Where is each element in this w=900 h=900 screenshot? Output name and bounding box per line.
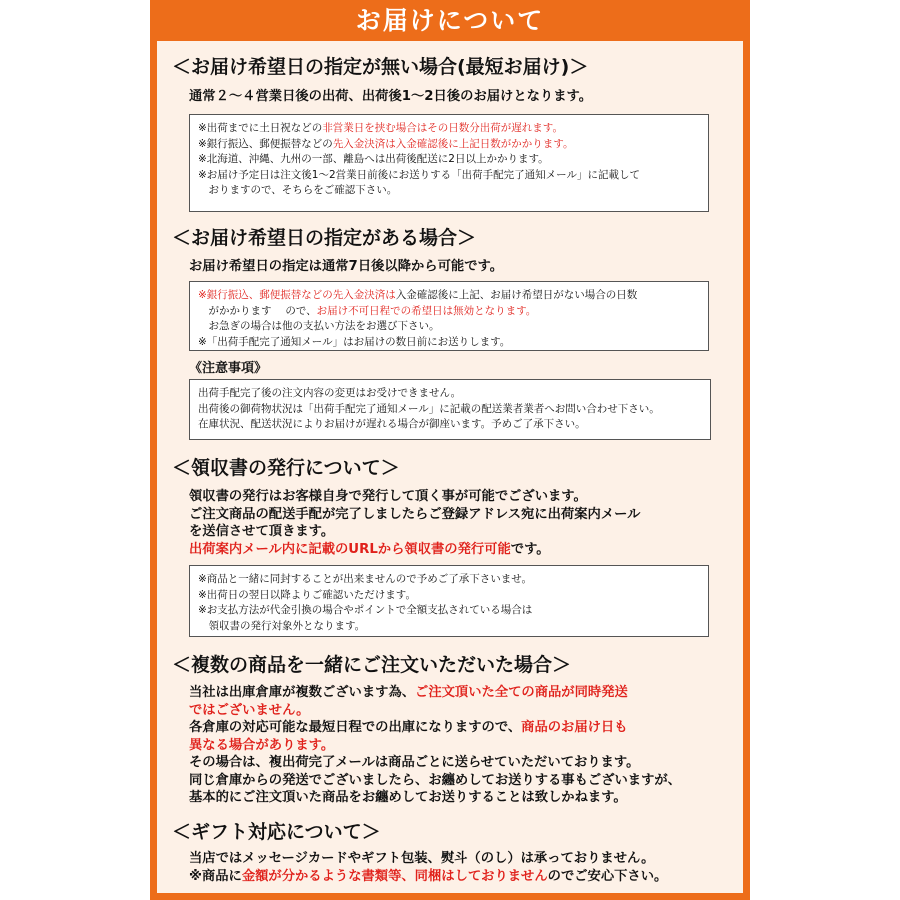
section-lead-with-date: お届け希望日の指定は通常7日後以降から可能です。 bbox=[189, 259, 504, 274]
note-line: ※銀行振込、郵便振替などの先入金決済は入金確認後に上記日数がかかります。 bbox=[198, 137, 574, 150]
text-line: その場合は、複出荷完了メールは商品ごとに送らせていただいております。 bbox=[189, 755, 640, 770]
caution-title: 《注意事項》 bbox=[189, 361, 268, 376]
caution-line: 在庫状況、配送状況によりお届けが遅れる場合が御座います。予めご了承下さい。 bbox=[198, 418, 586, 430]
multiple-items-text bbox=[189, 684, 681, 807]
note-line: ※お届け予定日は注文後1～2営業日前後にお送りする「出荷手配完了通知メール」に記載して bbox=[198, 168, 640, 181]
receipt-text bbox=[189, 488, 640, 558]
note-line: 領収書の発行対象外となります。 bbox=[198, 619, 366, 632]
text-line: 当店ではメッセージカードやギフト包装、熨斗（のし）は承っておりません。 bbox=[189, 851, 655, 866]
text-line: を送信させて頂きます。 bbox=[189, 524, 335, 539]
text-line: 当社は出庫倉庫が複数ございます為、ご注文頂いた全ての商品が同時発送 bbox=[189, 685, 628, 700]
note-line: ※出荷日の翌日以降よりご確認いただけます。 bbox=[198, 588, 416, 601]
text-line: 基本的にご注文頂いた商品をお纏めしてお送りすることは致しかねます。 bbox=[189, 790, 627, 805]
text-line: 同じ倉庫からの発送でございましたら、お纏めしてお送りする事もございますが、 bbox=[189, 772, 681, 788]
note-line: ※「出荷手配完了通知メール」はお届けの数日前にお送りします。 bbox=[198, 335, 511, 348]
section-heading-gift: ＜ギフト対応について＞ bbox=[172, 821, 381, 843]
section-heading-no-date: ＜お届け希望日の指定が無い場合(最短お届け)＞ bbox=[172, 56, 589, 78]
note-line: がかかります ので、お届け不可日程での希望日は無効となります。 bbox=[198, 304, 537, 317]
text-line: 領収書の発行はお客様自身で発行して頂く事が可能でございます。 bbox=[189, 489, 587, 504]
gift-text bbox=[189, 850, 667, 885]
section-lead-no-date: 通常２～４営業日後の出荷、出荷後1～2日後のお届けとなります。 bbox=[189, 89, 593, 104]
caution-box bbox=[189, 379, 711, 440]
note-line: おりますので、そちらをご確認下さい。 bbox=[198, 184, 398, 196]
note-line: ※北海道、沖縄、九州の一部、離島へは出荷後配送に2日以上かかります。 bbox=[198, 153, 549, 165]
note-line: ※お支払方法が代金引換の場合やポイントで全額支払されている場合は bbox=[198, 604, 533, 616]
page-title: お届けについて bbox=[355, 6, 545, 35]
note-line: ※出荷までに土日祝などの非営業日を挟む場合はその日数分出荷が遅れます。 bbox=[198, 122, 563, 134]
section-heading-with-date: ＜お届け希望日の指定がある場合＞ bbox=[172, 227, 477, 249]
text-line: ※商品に金額が分かるような書類等、同梱はしておりませんのでご安心下さい。 bbox=[189, 868, 668, 884]
notes-box-with-date bbox=[189, 281, 709, 351]
notes-box-no-date bbox=[189, 114, 709, 212]
text-line: ご注文商品の配送手配が完了しましたらご登録アドレス宛に出荷案内メール bbox=[189, 506, 641, 522]
section-heading-receipt: ＜領収書の発行について＞ bbox=[172, 457, 400, 479]
note-line: お急ぎの場合は他の支払い方法をお選び下さい。 bbox=[198, 320, 440, 332]
text-line: 各倉庫の対応可能な最短日程での出庫になりますので、商品のお届け日も bbox=[189, 720, 628, 735]
note-line: ※銀行振込、郵便振替などの先入金決済は入金確認後に上記、お届け希望日がない場合の日数 bbox=[198, 289, 638, 301]
section-heading-multiple-items: ＜複数の商品を一緒にご注文いただいた場合＞ bbox=[172, 654, 572, 676]
note-line: ※商品と一緒に同封することが出来ませんので予めご了承下さいませ。 bbox=[198, 573, 532, 585]
text-line: ではございません。 bbox=[189, 702, 310, 718]
text-line: 異なる場合があります。 bbox=[189, 737, 335, 753]
notes-box-receipt bbox=[189, 565, 709, 637]
caution-line: 出荷後の御荷物状況は「出荷手配完了通知メール」に記載の配送業者業者へお問い合わせ下さい。 bbox=[198, 402, 660, 415]
text-line: 出荷案内メール内に記載のURLから領収書の発行可能です。 bbox=[189, 541, 550, 557]
caution-line: 出荷手配完了後の注文内容の変更はお受けできません。 bbox=[198, 387, 462, 399]
